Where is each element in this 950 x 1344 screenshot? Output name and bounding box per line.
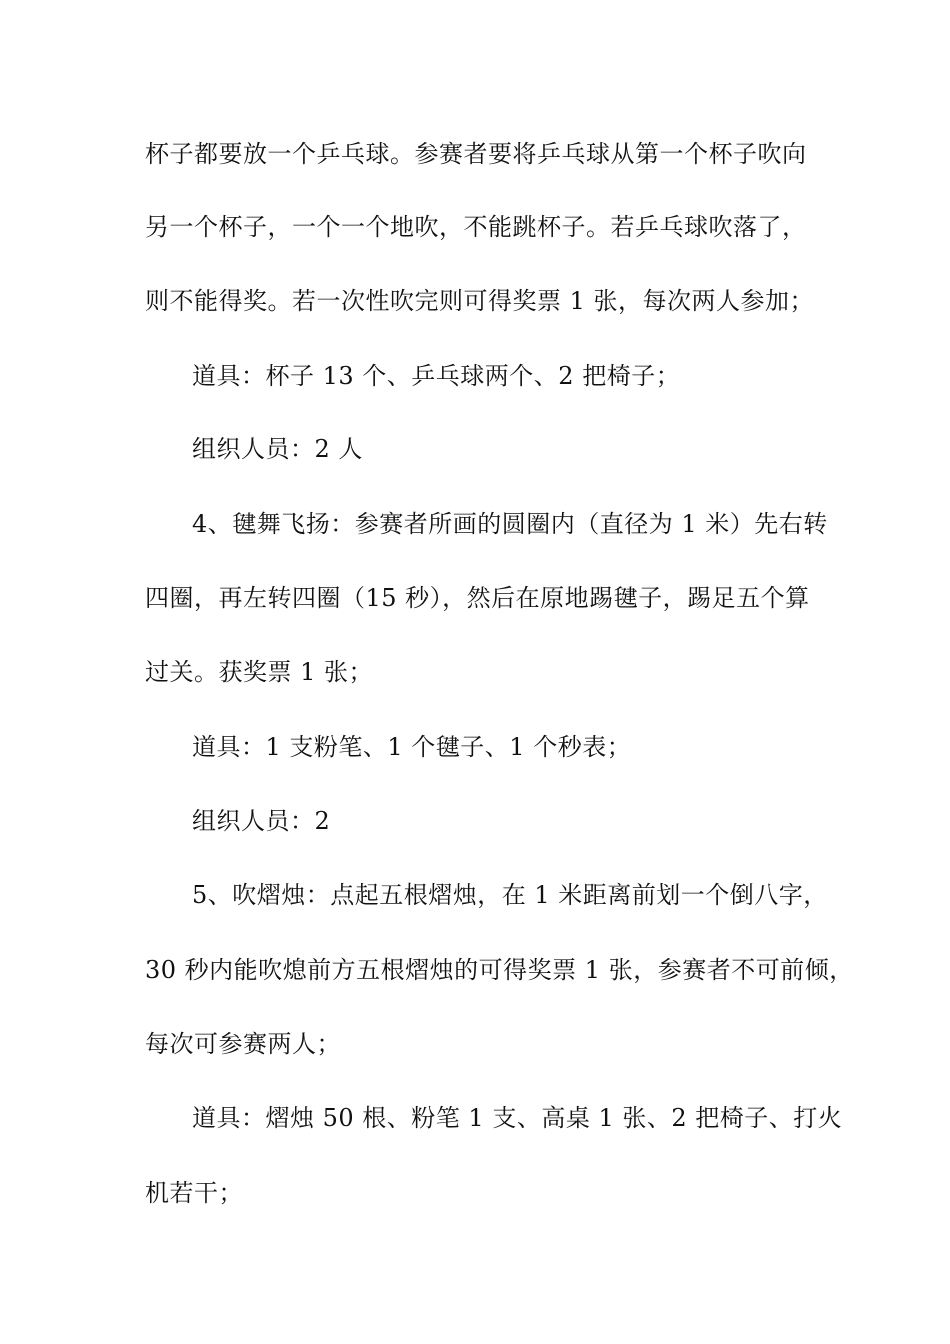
props-line: 道具：杯子 13 个、乒乓球两个、2 把椅子； <box>192 362 681 390</box>
paragraph-line: 每次可参赛两人； <box>145 1030 341 1058</box>
paragraph-line: 杯子都要放一个乒乓球。参赛者要将乒乓球从第一个杯子吹向 <box>145 140 807 168</box>
paragraph-line: 过关。获奖票 1 张； <box>145 658 374 686</box>
section-heading-line: 4、毽舞飞扬：参赛者所画的圆圈内（直径为 1 米）先右转 <box>192 510 828 538</box>
props-line: 道具：熠烛 50 根、粉笔 1 支、高桌 1 张、2 把椅子、打火 <box>192 1104 843 1132</box>
staff-line: 组织人员：2 <box>192 807 331 835</box>
paragraph-line: 四圈，再左转四圈（15 秒），然后在原地踢毽子，踢足五个算 <box>145 584 810 612</box>
props-line: 道具：1 支粉笔、1 个毽子、1 个秒表； <box>192 733 632 761</box>
paragraph-line: 则不能得奖。若一次性吹完则可得奖票 1 张，每次两人参加； <box>145 287 815 315</box>
paragraph-line: 另一个杯子，一个一个地吹，不能跳杯子。若乒乓球吹落了， <box>145 213 807 241</box>
staff-line: 组织人员：2 人 <box>192 435 363 463</box>
section-heading-line: 5、吹熠烛：点起五根熠烛，在 1 米距离前划一个倒八字， <box>192 881 828 909</box>
paragraph-line: 机若干； <box>145 1179 243 1207</box>
paragraph-line: 30 秒内能吹熄前方五根熠烛的可得奖票 1 张，参赛者不可前倾， <box>145 956 854 984</box>
